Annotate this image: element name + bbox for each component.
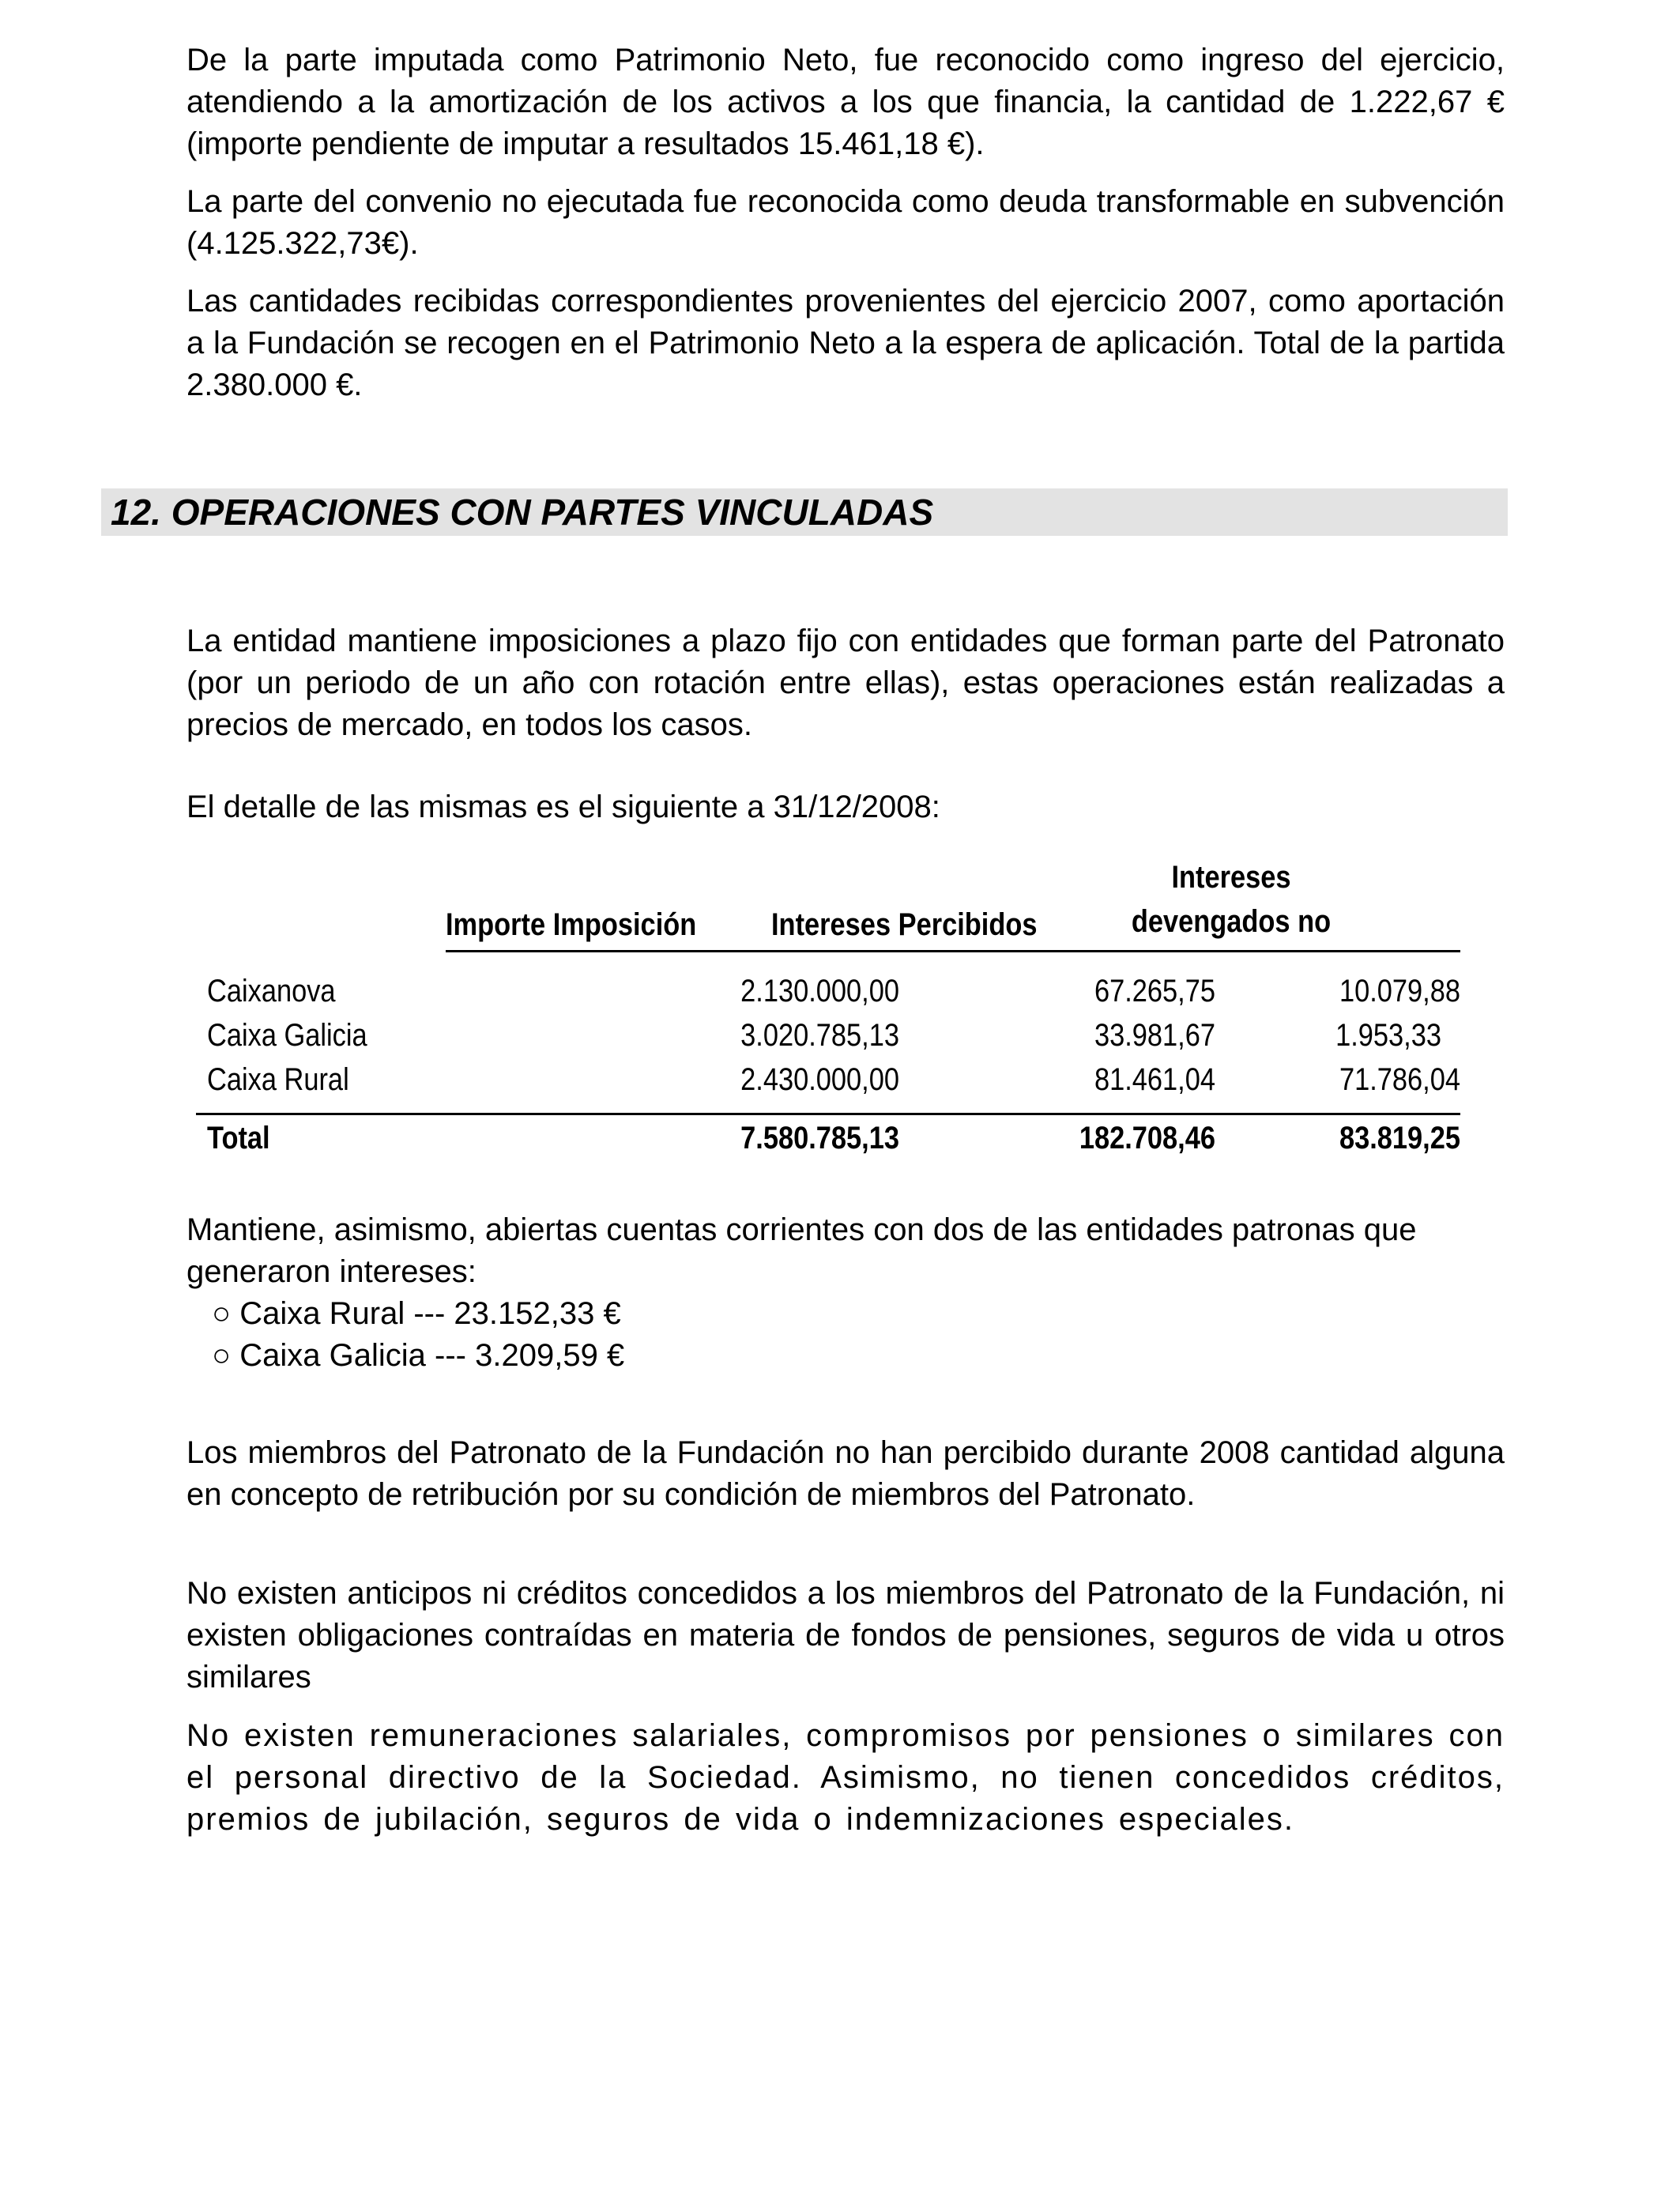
deposits-table bbox=[196, 861, 1460, 1170]
row-devengados: 10.079,88 bbox=[1339, 974, 1460, 1008]
paragraph-cuentas-corrientes: Mantiene, asimismo, abiertas cuentas corrientes con dos de las entidades patronas que generaron intereses: bbox=[186, 1212, 1417, 1289]
row-entity: Caixanova bbox=[207, 974, 336, 1008]
row-percibidos: 81.461,04 bbox=[1094, 1062, 1215, 1097]
paragraph-anticipos: No existen anticipos ni créditos concedidos a los miembros del Patronato de la Fundación, ni existen obligaciones contraídas en materia de fondos de pensiones, seguros de vida u otros similares bbox=[186, 1576, 1505, 1695]
paragraph-imposiciones: La entidad mantiene imposiciones a plazo fijo con entidades que forman parte del Patronato (por un periodo de un año con rotación entre ellas), estas operaciones están realizadas a precios de mercado, en todos los casos. bbox=[186, 624, 1505, 742]
row-percibidos: 33.981,67 bbox=[1094, 1018, 1215, 1053]
row-devengados: 1.953,33 bbox=[1335, 1018, 1441, 1053]
row-entity: Caixa Galicia bbox=[207, 1018, 367, 1053]
paragraph-imputacion: De la parte imputada como Patrimonio Neto, fue reconocido como ingreso del ejercicio, atendiendo a la amortización de los activos a los que financia, la cantidad de 1.222,67 € (importe pendiente de imputar a resultados 15.461,18 €). bbox=[186, 43, 1505, 161]
row-entity: Caixa Rural bbox=[207, 1062, 349, 1097]
paragraph-convenio: La parte del convenio no ejecutada fue reconocida como deuda transformable en subvención (4.125.322,73€). bbox=[186, 184, 1505, 261]
total-percibidos: 182.708,46 bbox=[1079, 1121, 1215, 1155]
row-importe: 2.130.000,00 bbox=[740, 974, 899, 1008]
total-importe: 7.580.785,13 bbox=[740, 1121, 899, 1155]
total-rule bbox=[196, 1113, 1460, 1115]
paragraph-cantidades-recibidas: Las cantidades recibidas correspondientes provenientes del ejercicio 2007, como aportación a la Fundación se recogen en el Patrimonio Neto a la espera de aplicación. Total de la partida 2.380.000 €. bbox=[186, 284, 1505, 402]
header-underline bbox=[446, 950, 1460, 952]
row-importe: 3.020.785,13 bbox=[740, 1018, 899, 1053]
row-percibidos: 67.265,75 bbox=[1094, 974, 1215, 1008]
section-title: 12. OPERACIONES CON PARTES VINCULADAS bbox=[111, 492, 934, 533]
row-importe: 2.430.000,00 bbox=[740, 1062, 899, 1097]
header-intereses-devengados-line1: Intereses bbox=[1171, 860, 1291, 895]
row-devengados: 71.786,04 bbox=[1339, 1062, 1460, 1097]
paragraph-miembros-patronato: Los miembros del Patronato de la Fundación no han percibido durante 2008 cantidad alguna en concepto de retribución por su condición de miembros del Patronato. bbox=[186, 1435, 1505, 1512]
total-devengados: 83.819,25 bbox=[1339, 1121, 1460, 1155]
header-intereses-devengados-line2: devengados no bbox=[1131, 904, 1332, 939]
paragraph-remuneraciones: No existen remuneraciones salariales, compromisos por pensiones o similares con el personal directivo de la Sociedad. Asimismo, no tienen concedidos créditos, premios de jubilación, seguros de vida o indemnizaciones especiales. bbox=[186, 1718, 1505, 1837]
list-item-caixa-galicia: ○ Caixa Galicia --- 3.209,59 € bbox=[212, 1338, 625, 1373]
section-heading-bar bbox=[101, 488, 1508, 536]
total-label: Total bbox=[207, 1121, 270, 1155]
header-intereses-percibidos: Intereses Percibidos bbox=[771, 907, 1038, 942]
list-item-caixa-rural: ○ Caixa Rural --- 23.152,33 € bbox=[212, 1296, 621, 1331]
paragraph-detalle: El detalle de las mismas es el siguiente a 31/12/2008: bbox=[186, 790, 940, 824]
header-importe-imposicion: Importe Imposición bbox=[446, 907, 697, 942]
